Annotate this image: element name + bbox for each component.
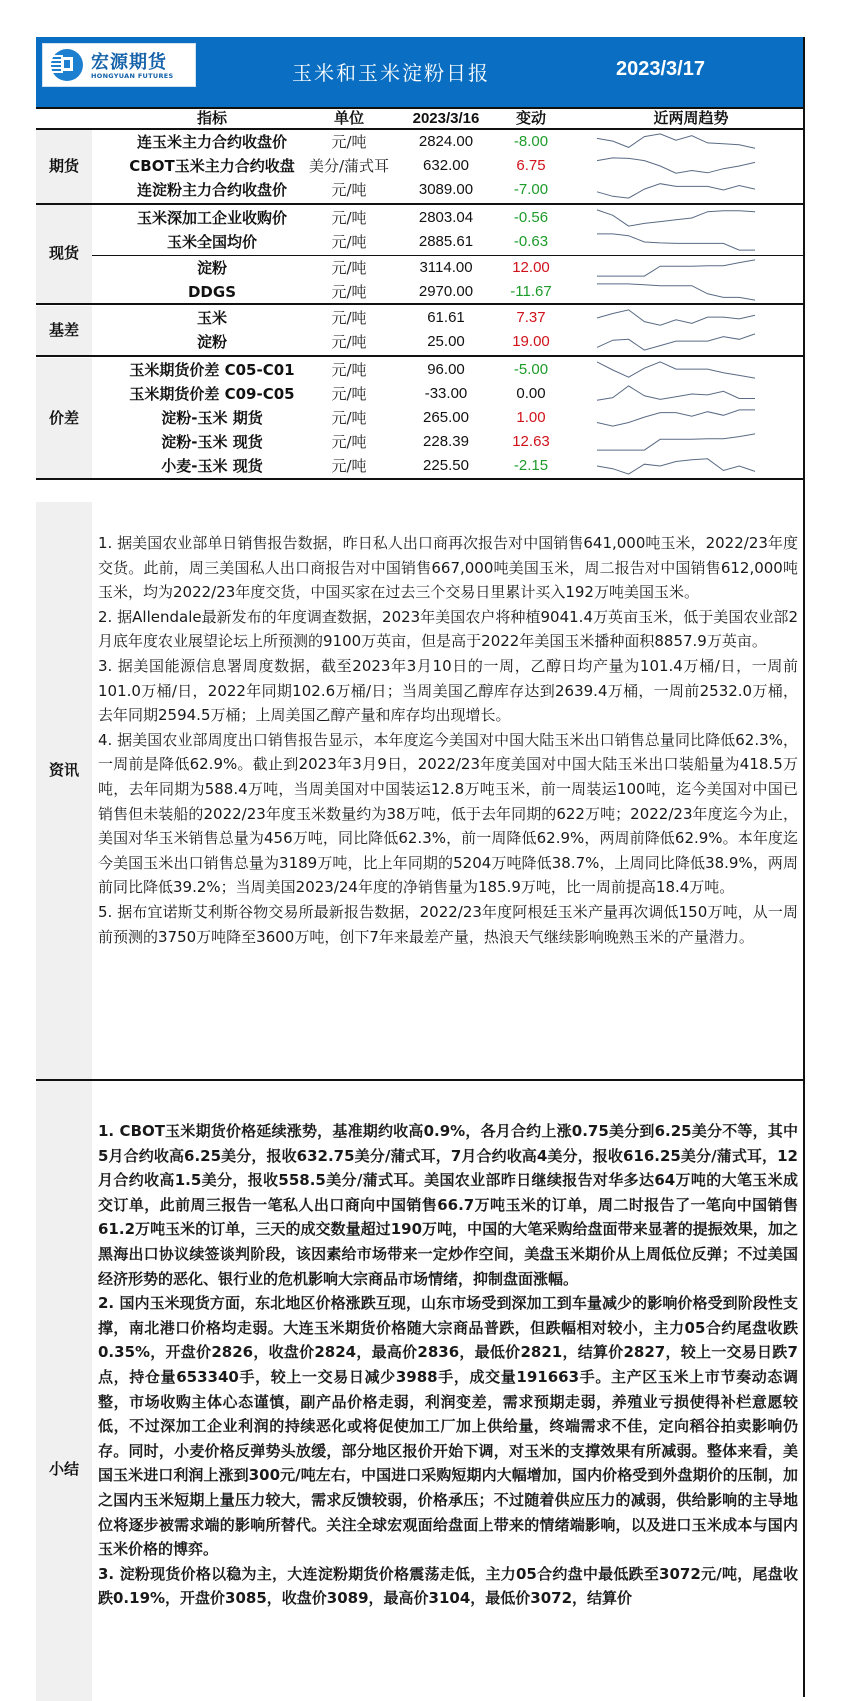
summary-content bbox=[98, 1119, 798, 1611]
table-row bbox=[36, 256, 803, 280]
section-basis bbox=[36, 306, 803, 357]
indicator-name: 玉米 bbox=[196, 309, 227, 327]
news-item: 4. 据美国农业部周度出口销售报告显示，本年度迄今美国对中国大陆玉米出口销售总量同比降低62.3%，一周前是降低62.9%。截止到2023年3月9日，2022/23年度美国对中国大陆玉米出口装船量为418.5万吨，去年同期为588.4万吨，当周美国对中国装运12.8万吨玉米，前一周装运100吨，迄今美国对中国已销售但未装船的2022/23年度玉米数量约为38万吨，低于去年同期的622万吨；2022/23年度迄今为止，美国对华玉米销售总量为456万吨，同比降低62.3%，前一周降低62.9%，两周前降低62.9%。本年度迄今美国玉米出口销售总量为3189万吨，比上年同期的5204万吨降低38.7%，上周同比降低38.9%，两周前同比降低39.2%；当周美国2023/24年度的净销售量为185.9万吨，比一周前提高18.4万吨。 bbox=[98, 730, 798, 897]
hongyuan-logo-icon bbox=[47, 47, 87, 83]
indicator-name: 连玉米主力合约收盘价 bbox=[136, 133, 287, 151]
indicator-name: 连淀粉主力合约收盘价 bbox=[136, 181, 287, 199]
unit: 元/吨 bbox=[331, 309, 367, 327]
change-value: -7.00 bbox=[513, 181, 549, 198]
value: 2885.61 bbox=[418, 233, 474, 250]
section-label-cell bbox=[36, 1081, 92, 1701]
news-item: 3. 据美国能源信息署周度数据，截至2023年3月10日的一周，乙醇日均产量为101.4万桶/日，一周前101.0万桶/日，2022年同期102.6万桶/日；当周美国乙醇库存达到2639.4万桶，一周前2532.0万桶，去年同期2594.5万桶；上周美国乙醇产量和库存均出现增长。 bbox=[98, 656, 798, 725]
change-value: -0.56 bbox=[513, 209, 549, 226]
unit: 元/吨 bbox=[331, 181, 367, 199]
table-row bbox=[36, 358, 803, 382]
sparkline-chart bbox=[596, 282, 756, 302]
change-value: 19.00 bbox=[512, 333, 550, 350]
change-value: 12.00 bbox=[512, 259, 550, 276]
change-value: 6.75 bbox=[516, 157, 546, 174]
indicator-name: 玉米全国均价 bbox=[166, 233, 257, 251]
table-row bbox=[36, 280, 803, 304]
unit: 元/吨 bbox=[331, 409, 367, 427]
sparkline-chart bbox=[596, 132, 756, 152]
unit: 元/吨 bbox=[331, 385, 367, 403]
summary-section bbox=[36, 1081, 803, 1701]
value: 3089.00 bbox=[418, 181, 474, 198]
unit: 元/吨 bbox=[331, 133, 367, 151]
column-header-unit: 单位 bbox=[333, 109, 364, 127]
sparkline-chart bbox=[596, 258, 756, 278]
value: 225.50 bbox=[423, 457, 469, 474]
sparkline-chart bbox=[596, 208, 756, 228]
section-futures bbox=[36, 130, 803, 205]
sparkline-chart bbox=[596, 456, 756, 476]
company-logo bbox=[42, 43, 196, 87]
change-value: 7.37 bbox=[516, 309, 546, 326]
change-value: -2.15 bbox=[513, 457, 549, 474]
unit: 元/吨 bbox=[331, 283, 367, 301]
change-value: 0.00 bbox=[516, 385, 546, 402]
unit: 美分/蒲式耳 bbox=[308, 157, 390, 175]
sparkline-chart bbox=[596, 332, 756, 352]
sparkline-chart bbox=[596, 384, 756, 404]
unit: 元/吨 bbox=[331, 433, 367, 451]
value: -33.00 bbox=[424, 385, 468, 402]
indicator-name: 小麦-玉米 现货 bbox=[161, 457, 263, 475]
indicator-name: CBOT玉米主力合约收盘 bbox=[129, 157, 295, 175]
column-header-date: 2023/3/16 bbox=[412, 110, 480, 127]
sparkline-chart bbox=[596, 308, 756, 328]
unit: 元/吨 bbox=[331, 333, 367, 351]
value: 2803.04 bbox=[418, 209, 474, 226]
indicator-name: 淀粉-玉米 现货 bbox=[161, 433, 263, 451]
table-row bbox=[36, 206, 803, 230]
change-value: -5.00 bbox=[513, 361, 549, 378]
sparkline-chart bbox=[596, 180, 756, 200]
sparkline-chart bbox=[596, 232, 756, 252]
news-item: 5. 据布宜诺斯艾利斯谷物交易所最新报告数据，2022/23年度阿根廷玉米产量再次调低150万吨，从一周前预测的3750万吨降至3600万吨，创下7年来最差产量，热浪天气继续影响晚熟玉米的产量潜力。 bbox=[98, 902, 798, 946]
table-header-row bbox=[36, 109, 803, 130]
value: 61.61 bbox=[427, 309, 465, 326]
news-content bbox=[98, 531, 798, 949]
report-title: 玉米和玉米淀粉日报 bbox=[292, 61, 490, 85]
unit: 元/吨 bbox=[331, 259, 367, 277]
table-row bbox=[36, 454, 803, 478]
value: 2824.00 bbox=[418, 133, 474, 150]
indicator-name: 玉米深加工企业收购价 bbox=[136, 209, 287, 227]
value: 2970.00 bbox=[418, 283, 474, 300]
section-label: 价差 bbox=[48, 409, 79, 427]
indicator-name: 淀粉 bbox=[196, 333, 227, 351]
indicator-name: 玉米期货价差 C05-C01 bbox=[129, 361, 295, 379]
change-value: -0.63 bbox=[513, 233, 549, 250]
value: 96.00 bbox=[427, 361, 465, 378]
table-row bbox=[36, 230, 803, 254]
column-header-indicator: 指标 bbox=[196, 109, 227, 127]
unit: 元/吨 bbox=[331, 361, 367, 379]
value: 25.00 bbox=[427, 333, 465, 350]
table-row bbox=[36, 430, 803, 454]
indicator-name: 淀粉-玉米 期货 bbox=[161, 409, 263, 427]
report-date: 2023/3/17 bbox=[616, 58, 705, 80]
change-value: 1.00 bbox=[516, 409, 546, 426]
change-value: 12.63 bbox=[512, 433, 550, 450]
section-label-cell bbox=[36, 502, 92, 1079]
indicator-name: 玉米期货价差 C09-C05 bbox=[129, 385, 295, 403]
value: 265.00 bbox=[423, 409, 469, 426]
summary-item: 3. 淀粉现货价格以稳为主，大连淀粉期货价格震荡走低，主力05合约盘中最低跌至3072元/吨，尾盘收跌0.19%，开盘价3085，收盘价3089，最高价3104，最低价3072，结算价 bbox=[98, 1564, 798, 1608]
section-spread bbox=[36, 358, 803, 480]
value: 228.39 bbox=[423, 433, 469, 450]
summary-item: 1. CBOT玉米期货价格延续涨势，基准期约收高0.9%，各月合约上涨0.75美分到6.25美分不等，其中5月合约收高6.25美分，报收632.75美分/蒲式耳，7月合约收高4美分，报收616.25美分/蒲式耳，12月合约收高1.5美分，报收558.5美分/蒲式耳。美国农业部昨日继续报告对华多达64万吨的大笔玉米成交订单，此前周三报告一笔私人出口商向中国销售66.7万吨玉米的订单，周二时报告了一笔向中国销售61.2万吨玉米的订单，三天的成交数量超过190万吨，中国的大笔采购给盘面带来显著的提振效果，加之黑海出口协议续签谈判阶段，该因素给市场带来一定炒作空间，美盘玉米期价从上周低位反弹；不过美国经济形势的恶化、银行业的危机影响大宗商品市场情绪，抑制盘面涨幅。 bbox=[98, 1122, 798, 1288]
logo-chinese-name: 宏源期货 bbox=[91, 52, 167, 73]
column-header-trend: 近两周趋势 bbox=[653, 109, 729, 127]
column-header-change: 变动 bbox=[515, 110, 546, 127]
indicator-name: 淀粉 bbox=[196, 259, 227, 277]
change-value: -11.67 bbox=[510, 283, 552, 300]
section-label: 现货 bbox=[48, 244, 79, 262]
section-spot bbox=[36, 205, 803, 305]
summary-label: 小结 bbox=[48, 1460, 79, 1478]
unit: 元/吨 bbox=[331, 209, 367, 227]
table-row bbox=[36, 130, 803, 154]
summary-item: 2. 国内玉米现货方面，东北地区价格涨跌互现，山东市场受到深加工到车量减少的影响价格受到阶段性支撑，南北港口价格均走弱。大连玉米期货价格随大宗商品普跌，但跌幅相对较小，主力05合约尾盘收跌0.35%，开盘价2826，收盘价2824，最高价2836，最低价2821，结算价2827，较上一交易日跌7点，持仓量653340手，较上一交易日减少3988手，成交量191663手。主产区玉米上市节奏动态调整，市场收购主体心态谨慎，副产品价格走弱，利润变差，需求预期走弱，养殖业亏损使得补栏意愿较低，不过深加工企业利润的持续恶化或将促使加工厂加上供给量，终端需求不佳，定向稻谷拍卖影响仍存。同时，小麦价格反弹势头放缓，部分地区报价开始下调，对玉米的支撑效果有所减弱。整体来看，美国玉米进口利润上涨到300元/吨左右，中国进口采购短期内大幅增加，国内价格受到外盘期价的压制，加之国内玉米短期上量压力较大，需求反馈较弱，价格承压；不过随着供应压力的减弱，供给影响的主导地位将逐步被需求端的影响所替代。关注全球宏观面给盘面上带来的情绪端影响，以及进口玉米成本与国内玉米价格的博弈。 bbox=[98, 1294, 798, 1559]
value: 632.00 bbox=[423, 157, 469, 174]
logo-english-name: HONGYUAN FUTURES bbox=[91, 72, 174, 80]
unit: 元/吨 bbox=[331, 457, 367, 475]
report-frame bbox=[36, 37, 805, 1697]
news-label: 资讯 bbox=[48, 761, 79, 779]
news-item: 2. 据Allendale最新发布的年度调查数据，2023年美国农户将种植9041.4万英亩玉米，低于美国农业部2月底年度农业展望论坛上所预测的9100万英亩，但是高于2022年美国玉米播种面积8857.9万英亩。 bbox=[98, 607, 798, 651]
news-section bbox=[36, 502, 803, 1081]
unit: 元/吨 bbox=[331, 233, 367, 251]
table-row bbox=[36, 306, 803, 330]
report-header bbox=[36, 37, 803, 109]
news-item: 1. 据美国农业部单日销售报告数据，昨日私人出口商再次报告对中国销售641,000吨玉米，2022/23年度交货。此前，周三美国私人出口商报告对中国销售667,000吨美国玉米，周二报告对中国销售612,000吨玉米，均为2022/23年度交货，中国买家在过去三个交易日里累计买入192万吨美国玉米。 bbox=[98, 534, 798, 602]
section-label: 期货 bbox=[48, 157, 79, 175]
table-row bbox=[36, 178, 803, 202]
sparkline-chart bbox=[596, 432, 756, 452]
table-row bbox=[36, 382, 803, 406]
indicator-name: DDGS bbox=[187, 283, 237, 301]
sparkline-chart bbox=[596, 156, 756, 176]
sparkline-chart bbox=[596, 360, 756, 380]
sparkline-chart bbox=[596, 408, 756, 428]
value: 3114.00 bbox=[419, 259, 473, 276]
change-value: -8.00 bbox=[513, 133, 549, 150]
table-row bbox=[36, 330, 803, 354]
section-label: 基差 bbox=[48, 321, 79, 339]
table-row bbox=[36, 154, 803, 178]
table-row bbox=[36, 406, 803, 430]
